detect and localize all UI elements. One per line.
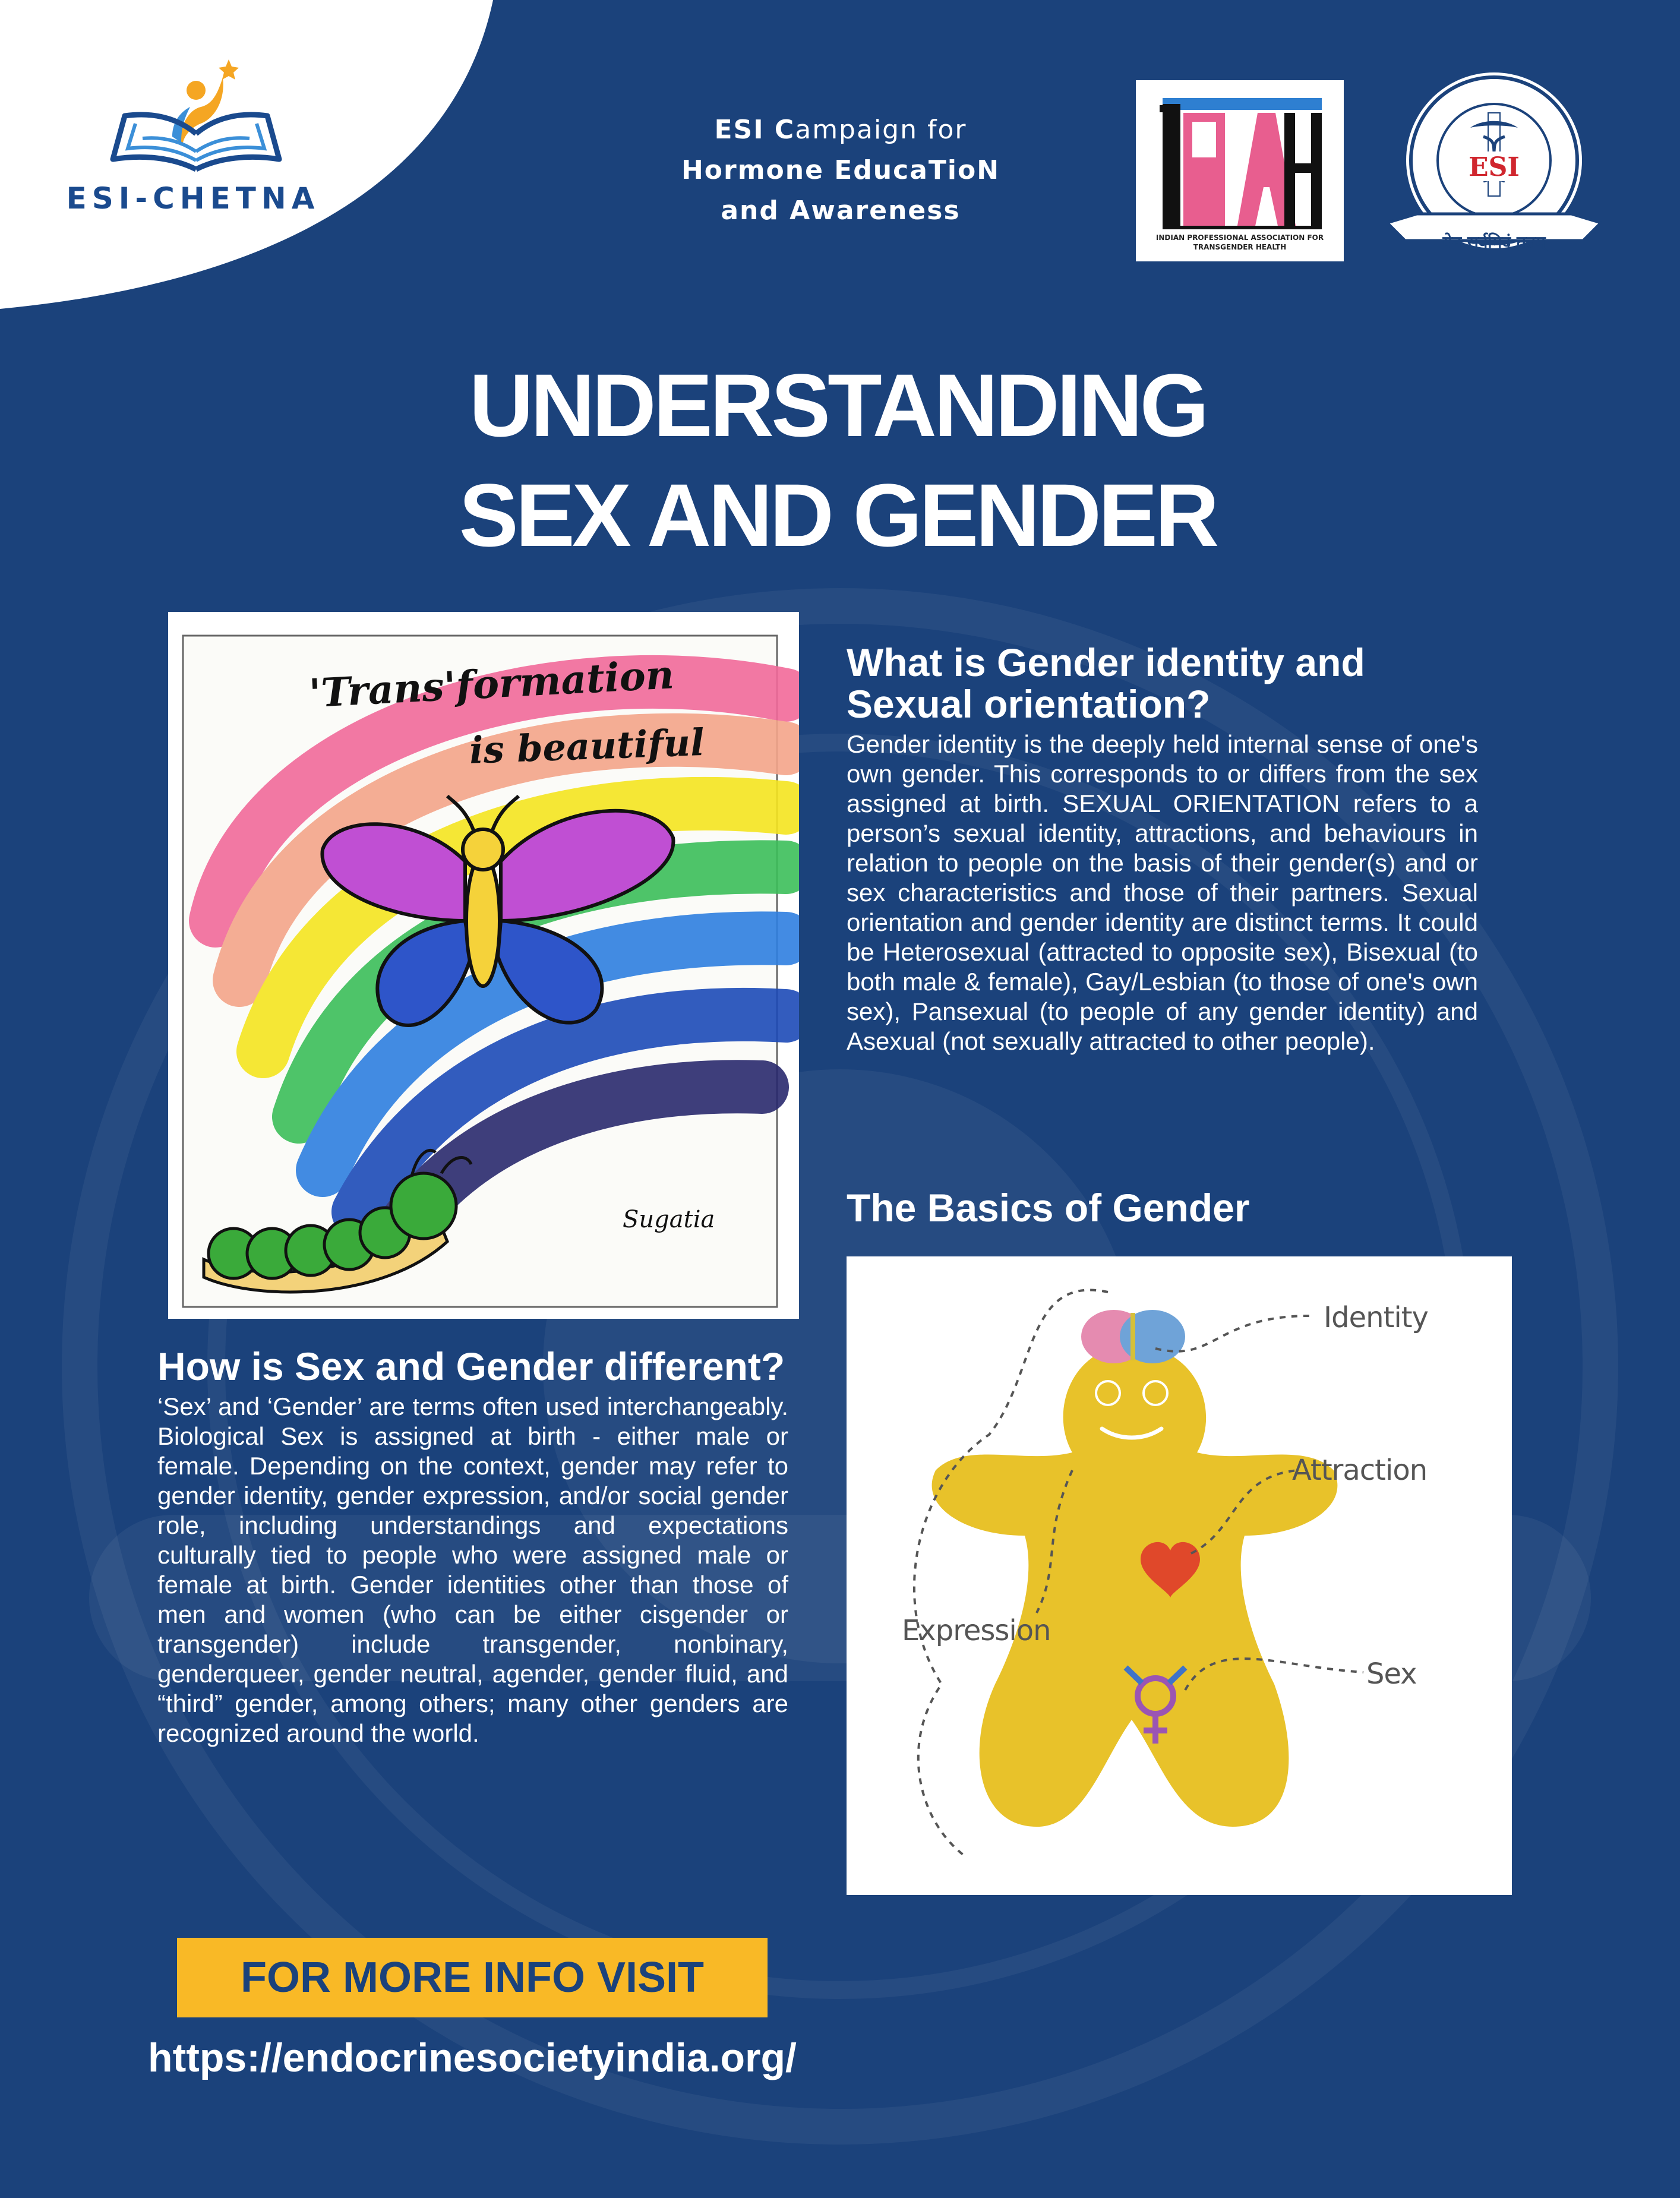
campaign-line-3: and Awareness xyxy=(721,195,961,226)
basics-of-gender-section xyxy=(847,1187,1478,1229)
gender-identity-section xyxy=(847,642,1478,1056)
ipath-caption: INDIAN PROFESSIONAL ASSOCIATION FOR TRANSGENDER HEALTH xyxy=(1155,233,1324,251)
sex-vs-gender-section xyxy=(157,1346,788,1748)
campaign-line-2: Hormone EducaTioN xyxy=(681,155,1000,185)
campaign-heading xyxy=(648,110,1034,231)
title-line-1: UNDERSTANDING xyxy=(469,355,1207,455)
basics-of-gender-heading: The Basics of Gender xyxy=(847,1186,1250,1230)
figure-label-sex: Sex xyxy=(1366,1657,1417,1691)
painting-signature: Sugatia xyxy=(623,1206,715,1233)
figure-label-expression: Expression xyxy=(902,1614,1051,1647)
title-line-2: SEX AND GENDER xyxy=(459,465,1217,565)
gender-gingerbread-diagram xyxy=(847,1256,1512,1895)
website-link[interactable]: https://endocrinesocietyindia.org/ xyxy=(148,2035,797,2080)
figure-label-attraction: Attraction xyxy=(1292,1454,1428,1487)
esi-motto: येन सर्वमिदं ततम् xyxy=(1442,232,1546,252)
figure-label-identity: Identity xyxy=(1324,1301,1428,1334)
esi-seal-abbr: ESI xyxy=(1469,152,1520,182)
more-info-banner: FOR MORE INFO VISIT xyxy=(177,1938,768,2017)
sex-vs-gender-heading: How is Sex and Gender different? xyxy=(157,1344,785,1388)
page-title xyxy=(356,350,1319,570)
gender-identity-body: Gender identity is the deeply held internal sense of one's own gender. This corresponds to or differs from the sex assigned at birth. SEXUAL ORIENTATION refers to a person’s sexual identity, attractions, and behaviours in relation to people on the basis of their gender(s) and or sex characteristics and those of their partners. Sexual orientation and gender identity are distinct terms. It could be Heterosexual (attracted to opposite sex), Bisexual (to both male & female), Gay/Lesbian (to those of one's own sex), Pansexual (to people of any gender identity) and Asexual (not sexually attracted to other people). xyxy=(847,730,1478,1055)
painting-caption-line-1: 'Trans'formation xyxy=(308,651,675,717)
esi-chetna-brand-name: ESI-CHETNA xyxy=(66,181,320,216)
esi-chetna-book-logo xyxy=(101,53,291,178)
campaign-line-1: ESI Campaign for xyxy=(714,115,967,145)
gender-identity-heading: What is Gender identity and Sexual orientation? xyxy=(847,640,1365,726)
painting-caption-line-2: is beautiful xyxy=(468,720,705,772)
sex-vs-gender-body: ‘Sex’ and ‘Gender’ are terms often used interchangeably. Biological Sex is assigned at birth - either male or female. Depending on the context, gender may refer to gender identity, gender expression, and/or social gender role, including understandings and expectations culturally tied to people who were assigned male or female at birth. Gender identities other than those of men and women (who can be either cisgender or transgender) include transgender, nonbinary, genderqueer, gender neutral, agender, gender fluid, and “third” gender, among others; many other genders are recognized around the world. xyxy=(157,1392,788,1747)
